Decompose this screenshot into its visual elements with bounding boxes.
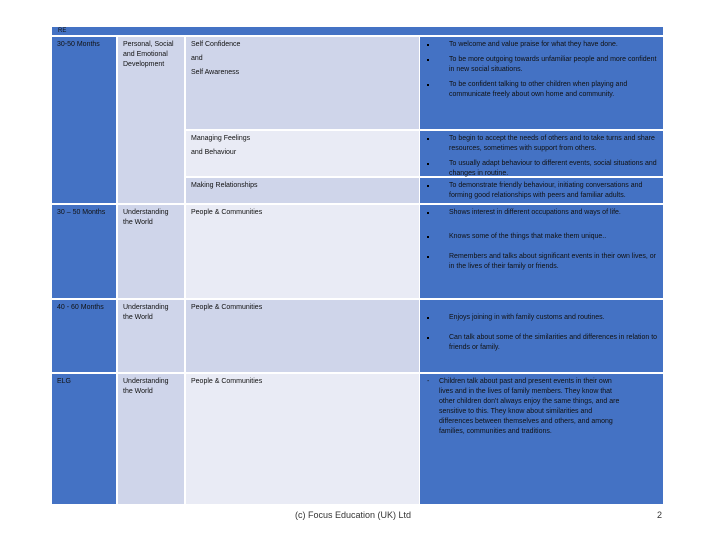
statement: Remembers and talks about significant events in their own lives, or in the lives of their family or friends. bbox=[425, 252, 658, 272]
statements-cell bbox=[420, 37, 663, 129]
aspect-line: and Behaviour bbox=[191, 149, 237, 156]
statement: Knows some of the things that make them unique.. bbox=[425, 232, 658, 242]
area-cell: Understanding the World bbox=[118, 374, 184, 504]
statement: To welcome and value praise for what they have done. bbox=[425, 40, 658, 50]
area-cell: Personal, Social and Emotional Development bbox=[118, 37, 184, 203]
statements-cell bbox=[420, 178, 663, 203]
statement: To be confident talking to other children when playing and communicate freely about own home and community. bbox=[425, 80, 658, 100]
aspect-cell: People & Communities bbox=[186, 374, 419, 504]
age-cell: ELG bbox=[52, 374, 116, 504]
age-cell: 30 – 50 Months bbox=[52, 205, 116, 298]
aspect-cell: People & Communities bbox=[186, 205, 419, 298]
statements-cell bbox=[420, 300, 663, 372]
aspect-cell bbox=[186, 37, 419, 129]
statement: To be more outgoing towards unfamiliar people and more confident in new social situations. bbox=[425, 55, 658, 75]
aspect-cell: People & Communities bbox=[186, 300, 419, 372]
age-cell: 40 - 60 Months bbox=[52, 300, 116, 372]
statements-cell bbox=[420, 205, 663, 298]
table-header: RE bbox=[52, 27, 663, 35]
age-cell: 30-50 Months bbox=[52, 37, 116, 203]
statement: To demonstrate friendly behaviour, initiating conversations and forming good relationships with peers and familiar adults. bbox=[425, 181, 658, 201]
statement: Enjoys joining in with family customs and routines. bbox=[425, 313, 658, 323]
aspect-cell bbox=[186, 178, 419, 203]
area-cell: Understanding the World bbox=[118, 205, 184, 298]
aspect-cell bbox=[186, 131, 419, 176]
statement: Can talk about some of the similarities and differences in relation to friends or family. bbox=[425, 333, 658, 353]
aspect-line: Self Awareness bbox=[191, 69, 240, 76]
aspect-line: Managing Feelings bbox=[191, 135, 251, 142]
page-number: 2 bbox=[657, 510, 663, 520]
statements-cell bbox=[420, 374, 663, 504]
statement: Shows interest in different occupations and ways of life. bbox=[425, 208, 658, 218]
aspect-line: Self Confidence bbox=[191, 41, 241, 48]
aspect-line: and bbox=[191, 55, 203, 62]
footer-copyright: (c) Focus Education (UK) Ltd bbox=[295, 510, 412, 520]
statements-cell bbox=[420, 131, 663, 176]
statement: To usually adapt behaviour to different events, social situations and changes in routine. bbox=[425, 159, 658, 179]
aspect-line: Making Relationships bbox=[191, 182, 258, 189]
statement: To begin to accept the needs of others and to take turns and share resources, sometimes with support from others. bbox=[425, 134, 658, 154]
area-cell: Understanding the World bbox=[118, 300, 184, 372]
statement: - Children talk about past and present events in their own lives and in the lives of family members. They know that other children don't always enjoy the same things, and are sensitive to this. They know about similarities and differences between themselves and others, and among families, communities and traditions. bbox=[425, 377, 623, 437]
